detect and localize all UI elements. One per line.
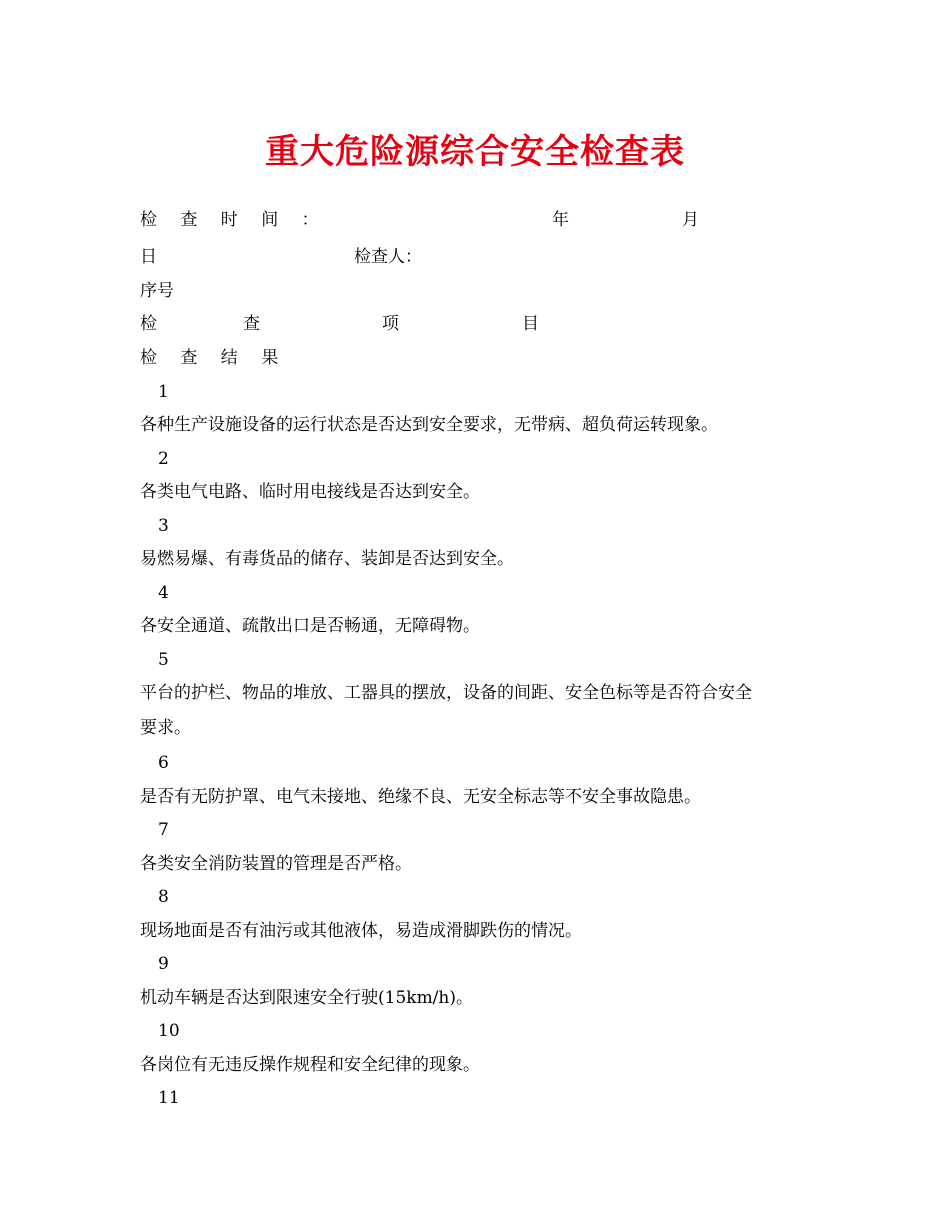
item-text: 各种生产设施设备的运行状态是否达到安全要求，无带病、超负荷运转现象。 — [140, 415, 718, 435]
column-item-char-2: 查 — [243, 314, 260, 334]
item-text: 各岗位有无违反操作规程和安全纪律的现象。 — [140, 1055, 480, 1075]
item-text: 现场地面是否有油污或其他液体，易造成滑脚跌伤的情况。 — [140, 921, 582, 941]
year-label: 年 — [552, 210, 569, 230]
column-item-char-4: 目 — [522, 314, 539, 334]
item-text: 各类安全消防装置的管理是否严格。 — [140, 854, 412, 874]
day-label: 日 — [140, 247, 157, 267]
inspection-time-label: 检 查 时 间 ： — [140, 210, 328, 230]
column-seq: 序号 — [140, 281, 174, 301]
item-number: 9 — [158, 954, 169, 974]
item-text: 易燃易爆、有毒货品的储存、装卸是否达到安全。 — [140, 549, 514, 569]
item-text: 是否有无防护罩、电气未接地、绝缘不良、无安全标志等不安全事故隐患。 — [140, 787, 701, 807]
column-item-char-1: 检 — [140, 314, 157, 334]
document-title: 重大危险源综合安全检查表 — [265, 132, 685, 172]
item-text: 平台的护栏、物品的堆放、工器具的摆放，设备的间距、安全色标等是否符合安全 — [140, 683, 752, 703]
item-number: 3 — [158, 516, 169, 536]
item-number: 1 — [158, 382, 169, 402]
column-item-char-3: 项 — [382, 314, 399, 334]
item-text: 各安全通道、疏散出口是否畅通，无障碍物。 — [140, 616, 480, 636]
item-text: 机动车辆是否达到限速安全行驶(15km/h)。 — [140, 988, 473, 1008]
item-number: 6 — [158, 753, 169, 773]
item-number: 8 — [158, 887, 169, 907]
month-label: 月 — [682, 210, 699, 230]
item-text: 各类电气电路、临时用电接线是否达到安全。 — [140, 482, 480, 502]
column-result: 检 查 结 果 — [140, 348, 288, 368]
item-text-continued: 要求。 — [140, 718, 191, 738]
item-number: 5 — [158, 650, 169, 670]
item-number: 2 — [158, 449, 169, 469]
item-number: 7 — [158, 820, 169, 840]
item-number: 11 — [158, 1088, 180, 1108]
inspector-label: 检查人： — [354, 247, 422, 267]
item-number: 10 — [158, 1021, 180, 1041]
item-number: 4 — [158, 583, 169, 603]
